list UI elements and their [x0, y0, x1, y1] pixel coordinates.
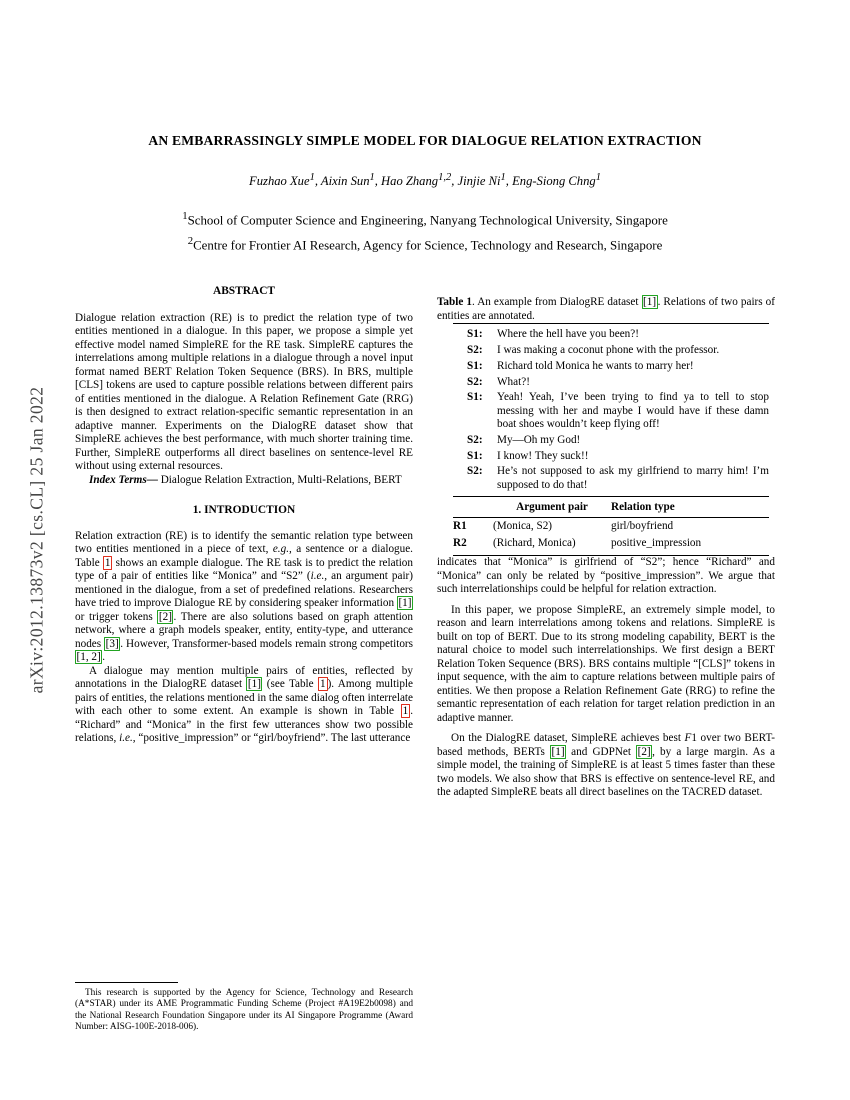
- citation-link[interactable]: [3]: [105, 637, 119, 650]
- introduction-heading: 1. INTRODUCTION: [192, 504, 296, 516]
- speaker-label: S1:: [467, 391, 483, 404]
- authors-line: Fuzhao Xue$^1$, Aixin Sun$^1$, Hao Zhang$^{1,2}$, Jinjie Ni$^1$, Eng-Siong Chng$^1$: [249, 172, 601, 189]
- citation-link[interactable]: [1]: [398, 597, 412, 609]
- argument-pair: (Monica, S2): [493, 519, 553, 532]
- citation-link[interactable]: [1]: [551, 745, 565, 758]
- utterance-text: Richard told Monica he wants to marry her!: [497, 359, 694, 372]
- dialogue-row: [453, 374, 769, 390]
- citation-link[interactable]: [1]: [643, 296, 657, 308]
- affiliation-2: $^2$Centre for Frontier AI Research, Agency for Science, Technology and Research, Singapore: [187, 235, 663, 253]
- table-ref-link[interactable]: 1: [402, 705, 409, 717]
- footnote-block: [75, 982, 413, 1034]
- index-terms-label: Index Terms—: [89, 473, 158, 486]
- relation-type: girl/boyfriend: [611, 519, 674, 532]
- footnote-text: This research is supported by the Agency for Science, Technology and Research (A*STAR) under its AME Programmatic Funding Scheme (Project #A19E2b0098) and the National Research Foundation Singapore under its AI Singapore Programme (Award Number: AISG-100E-2018-006).: [75, 988, 413, 1033]
- table-ref-link[interactable]: 1: [104, 556, 111, 569]
- speaker-label: S2:: [467, 375, 483, 388]
- speaker-label: S1:: [467, 359, 483, 372]
- right-column: [437, 296, 775, 800]
- relations-header-id: [453, 499, 493, 517]
- utterance-text: Yeah! Yeah, I’ve been trying to find ya to tell to stop messing with her and maybe I would have if these damn boat shoes wouldn’t keep flying off!: [497, 391, 769, 431]
- abstract-text: Dialogue relation extraction (RE) is to predict the relation type of two entities mentioned in a dialogue. In this paper, we propose a simple yet effective model named SimpleRE for the RE task. SimpleRE captures the interrelations among multiple relations in a dialogue through a novel input format named BERT Relation Token Sequence (BRS). In BRS, multiple [CLS] tokens are used to capture possible relations between different pairs of entities mentioned in the dialogue. A Relation Refinement Gate (RRG) is then designed to extract relation-specific semantic representation in an adaptive manner. Experiments on the DialogRE dataset show that SimpleRE achieves the best performance, with much shorter training time. Further, SimpleRE outperforms all direct baselines on sentence-level RE without using external resources.: [75, 311, 413, 472]
- utterance-text: Where the hell have you been?!: [497, 328, 639, 341]
- affiliation-1: $^1$School of Computer Science and Engineering, Nanyang Technological University, Singapore: [182, 210, 668, 228]
- speaker-label: S1:: [467, 449, 483, 462]
- utterance-text: I was making a coconut phone with the professor.: [497, 343, 720, 356]
- dialogue-row: [453, 359, 769, 375]
- intro-paragraph-1: Relation extraction (RE) is to identify the semantic relation type between two entities mentioned in a piece of text, e.g., a sentence or a dialogue. Table 1 shows an example dialogue. The RE task is to predict the relation type of a pair of entities like “Monica” and “S2” (i.e., an argument pair) mentioned in the dialogue, from a set of predefined relations. Researchers have tried to improve Dialogue RE by considering speaker information [1] or trigger tokens [2] . There are also solutions based on graph attention network, where a graph models speaker, entity, entity-type, and utterance nodes [3] . However, Transformer-based models remain strong competitors [1, 2] .: [75, 529, 413, 663]
- dialogue-row: [453, 390, 769, 433]
- utterance-text: My—Oh my God!: [497, 433, 581, 446]
- speaker-label: S2:: [467, 343, 483, 356]
- table-ref-link[interactable]: 1: [319, 678, 326, 690]
- citation-link[interactable]: [1]: [247, 678, 261, 690]
- dialogue-row: [453, 464, 769, 493]
- relation-id: R2: [453, 536, 467, 549]
- citation-link[interactable]: [2]: [637, 745, 651, 758]
- speaker-label: S1:: [467, 328, 483, 341]
- utterance-text: He’s not supposed to ask my girlfriend to marry him! I’m supposed to do that!: [497, 465, 769, 491]
- index-terms: [75, 474, 413, 488]
- citation-link[interactable]: [1, 2]: [76, 651, 101, 663]
- dialogue-row: [453, 433, 769, 449]
- dialogue-table: [453, 327, 769, 493]
- table-rule-top: [453, 323, 769, 324]
- rc-paragraph-1: indicates that “Monica” is girlfriend of “S2”; hence “Richard” and “Monica” can only be related by “positive_impression”. We argue that such interrelationships could be helpful for relation extraction.: [437, 556, 775, 596]
- affiliations: [75, 206, 775, 257]
- dialogue-row: [453, 449, 769, 465]
- paper-title: AN EMBARRASSINGLY SIMPLE MODEL FOR DIALOGUE RELATION EXTRACTION: [148, 133, 702, 148]
- table1-caption: Table 1. An example from DialogRE dataset [1] . Relations of two pairs of entities are annotated.: [437, 296, 775, 322]
- utterance-text: What?!: [497, 375, 530, 388]
- rc-paragraph-3: On the DialogRE dataset, SimpleRE achieves best F1 over two BERT-based methods, BERTs [1] and GDPNet [2] , by a large margin. As a simple model, the training of SimpleRE is at least 5 times faster than these two models. We also show that BRS is effective on sentence-level RE, and the adapted SimpleRE beats all direct baselines on the TACRED dataset.: [437, 732, 775, 799]
- abstract-heading: ABSTRACT: [212, 285, 276, 297]
- citation-link[interactable]: [2]: [158, 610, 172, 623]
- arxiv-watermark: arXiv:2012.13873v2 [cs.CL] 25 Jan 2022: [26, 386, 47, 694]
- relation-type: positive_impression: [611, 536, 702, 549]
- argument-pair: (Richard, Monica): [493, 536, 576, 549]
- relations-table: [453, 499, 769, 552]
- utterance-text: I know! They suck!!: [497, 449, 589, 462]
- relations-header-row: [453, 499, 769, 517]
- dialogue-row: [453, 343, 769, 359]
- speaker-label: S2:: [467, 433, 483, 446]
- index-terms-text: Dialogue Relation Extraction, Multi-Relations, BERT: [157, 473, 402, 486]
- table-rule-mid: [453, 496, 769, 497]
- speaker-label: S2:: [467, 465, 483, 478]
- rc-paragraph-2: In this paper, we propose SimpleRE, an extremely simple model, to reason and learn interrelations among tokens and relations. SimpleRE is built on top of BERT. Due to its strong modeling capability, BERT is the natural choice to model such interrelationships. We first design a BERT Relation Token Sequence (BRS). BRS contains multiple “[CLS]” tokens in input sequence, with the aim to capture relations between multiple pairs of entities. We then propose a Relation Refinement Gate (RRG) to refine the semantic representation of each relation for target relation prediction in an adaptive manner.: [437, 603, 775, 724]
- relations-header-pair: Argument pair: [493, 499, 611, 517]
- left-column: [75, 285, 413, 746]
- table1: [453, 323, 769, 556]
- footnote-rule: [75, 982, 178, 983]
- relation-row: [453, 517, 769, 535]
- intro-paragraph-2: A dialogue may mention multiple pairs of entities, reflected by annotations in the DialogRE dataset [1] (see Table 1 ). Among multiple pairs of entities, the relations mentioned in the same dialog often interrelate with each other to some extent. An example is shown in Table 1 . “Richard” and “Monica” in the first few utterances show two possible relations, i.e., “positive_impression” or “girl/boyfriend”. The last utterance: [75, 664, 414, 744]
- relations-header-type: Relation type: [611, 499, 769, 517]
- relation-row: [453, 535, 769, 552]
- relation-id: R1: [453, 519, 467, 532]
- dialogue-row: [453, 327, 769, 343]
